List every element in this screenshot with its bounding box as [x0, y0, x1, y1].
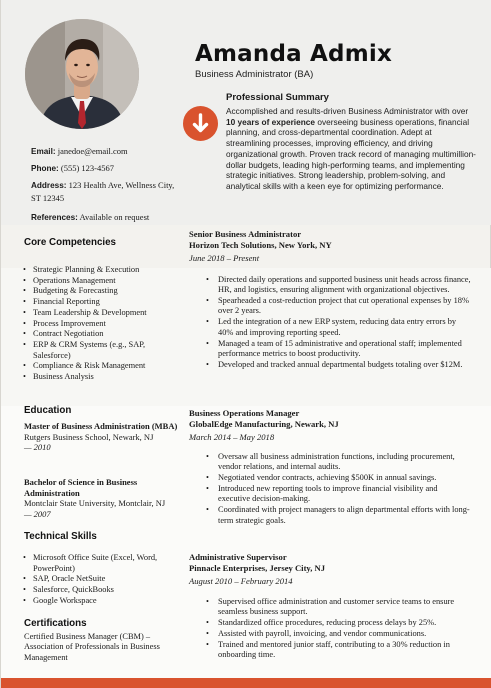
- list-item: • Google Workspace: [23, 596, 158, 607]
- list-item: • Budgeting & Forecasting: [23, 286, 183, 297]
- summary-text: Accomplished and results-driven Business Administrator with over 10 years of experience overseeing business operations, financial planning, and cross-departmental coordination. Adept at streamlining processes, improving efficiency, and driving organizational growth. Proven track record of managing multimillion-dollar budgets, leading high-performing teams, and implementing strategic initiatives. Strong leadership, problem-solving, and analytical skills with a keen eye for optimizing performance.: [226, 106, 476, 191]
- list-item: • Process Improvement: [23, 319, 183, 330]
- list-item: • Standardized office procedures, reducing process delays by 25%.: [206, 618, 471, 628]
- list-item: • Spearheaded a cost-reduction project that cut operational expenses by 18% over 2 years.: [206, 296, 471, 317]
- contact-phone: Phone: (555) 123-4567: [31, 163, 114, 173]
- list-item: • Compliance & Risk Management: [23, 361, 183, 372]
- competencies-list: [23, 265, 183, 383]
- list-item: • Contract Negotiation: [23, 329, 183, 340]
- list-item: • Financial Reporting: [23, 297, 183, 308]
- list-item: • Introduced new reporting tools to improve financial visibility and executive decision-making.: [206, 484, 471, 505]
- job-duties: [206, 597, 471, 661]
- references-value: Available on request: [79, 212, 150, 222]
- list-item: • Salesforce, QuickBooks: [23, 585, 158, 596]
- degree-year: — 2007: [24, 508, 51, 519]
- job-title: Administrative Supervisor: [189, 552, 287, 562]
- list-item: • Managed a team of 15 administrative and operational staff; implemented performance metrics to boost productivity.: [206, 339, 471, 360]
- phone-value: (555) 123-4567: [60, 163, 114, 173]
- job-duties: [206, 452, 471, 526]
- school-name: Rutgers Business School, Newark, NJ: [24, 431, 154, 442]
- job-dates: March 2014 – May 2018: [189, 432, 275, 442]
- skills-heading: Technical Skills: [24, 531, 97, 542]
- degree-name: Master of Business Administration (MBA): [24, 421, 178, 431]
- list-item: • Operations Management: [23, 276, 183, 287]
- certification-text: Certified Business Manager (CBM) – Association of Professionals in Business Management: [24, 632, 160, 662]
- job-title: Senior Business Administrator: [189, 229, 302, 239]
- education-entry: [24, 477, 182, 519]
- list-item: • Assisted with payroll, invoicing, and vendor communications.: [206, 629, 471, 639]
- email-value: janedoe@email.com: [57, 146, 128, 156]
- summary-heading: Professional Summary: [226, 92, 329, 103]
- list-item: • Developed and tracked annual departmental budgets totaling over $12M.: [206, 360, 471, 370]
- job-company: Horizon Tech Solutions, New York, NY: [189, 240, 332, 250]
- list-item: • Coordinated with project managers to align departmental efforts with long-term strategic goals.: [206, 505, 471, 526]
- competencies-heading: Core Competencies: [24, 237, 117, 248]
- list-item: • Oversaw all business administration functions, including procurement, vendor relations, and internal audits.: [206, 452, 471, 473]
- list-item: • Negotiated vendor contracts, achieving $500K in annual savings.: [206, 473, 471, 483]
- footer-accent-bar: [1, 678, 491, 688]
- list-item: • Business Analysis: [23, 372, 183, 383]
- list-item: • Supervised office administration and customer service teams to ensure seamless business support.: [206, 597, 471, 618]
- candidate-name: Amanda Admix: [195, 41, 393, 67]
- list-item: • ERP & CRM Systems (e.g., SAP, Salesforce): [23, 340, 183, 361]
- job-dates: August 2010 – February 2014: [189, 576, 293, 586]
- list-item: • Led the integration of a new ERP system, reducing data entry errors by 40% and improving reporting speed.: [206, 317, 471, 338]
- list-item: • Team Leadership & Development: [23, 308, 183, 319]
- job-duties: [206, 275, 471, 371]
- job-title: Business Operations Manager: [189, 408, 300, 418]
- skills-list: [23, 553, 158, 607]
- school-name: Montclair State University, Montclair, NJ: [24, 498, 166, 509]
- arrow-down-circle-icon: [183, 106, 218, 141]
- job-company: Pinnacle Enterprises, Jersey City, NJ: [189, 563, 326, 573]
- degree-name: Bachelor of Science in Business Administration: [24, 477, 138, 498]
- contact-references: References: Available on request: [31, 212, 150, 222]
- degree-year: — 2010: [24, 442, 51, 453]
- address-value: 123 Health Ave, Wellness City, ST 12345: [31, 180, 175, 203]
- candidate-role: Business Administrator (BA): [195, 69, 314, 80]
- list-item: • SAP, Oracle NetSuite: [23, 574, 158, 585]
- list-item: • Strategic Planning & Execution: [23, 265, 183, 276]
- education-entry: [24, 421, 182, 453]
- list-item: • Directed daily operations and supported business unit heads across finance, HR, and logistics, ensuring alignment with organizational objectives.: [206, 275, 471, 296]
- profile-photo: [25, 19, 139, 129]
- education-heading: Education: [24, 405, 72, 416]
- contact-email: Email: janedoe@email.com: [31, 146, 128, 156]
- job-dates: June 2018 – Present: [189, 253, 260, 263]
- list-item: • Microsoft Office Suite (Excel, Word, PowerPoint): [23, 553, 158, 574]
- list-item: • Trained and mentored junior staff, contributing to a 30% reduction in onboarding time.: [206, 640, 471, 661]
- contact-address: Address: 123 Health Ave, Wellness City, ST 12345: [31, 180, 175, 203]
- certifications-heading: Certifications: [24, 618, 87, 629]
- job-company: GlobalEdge Manufacturing, Newark, NJ: [189, 419, 339, 429]
